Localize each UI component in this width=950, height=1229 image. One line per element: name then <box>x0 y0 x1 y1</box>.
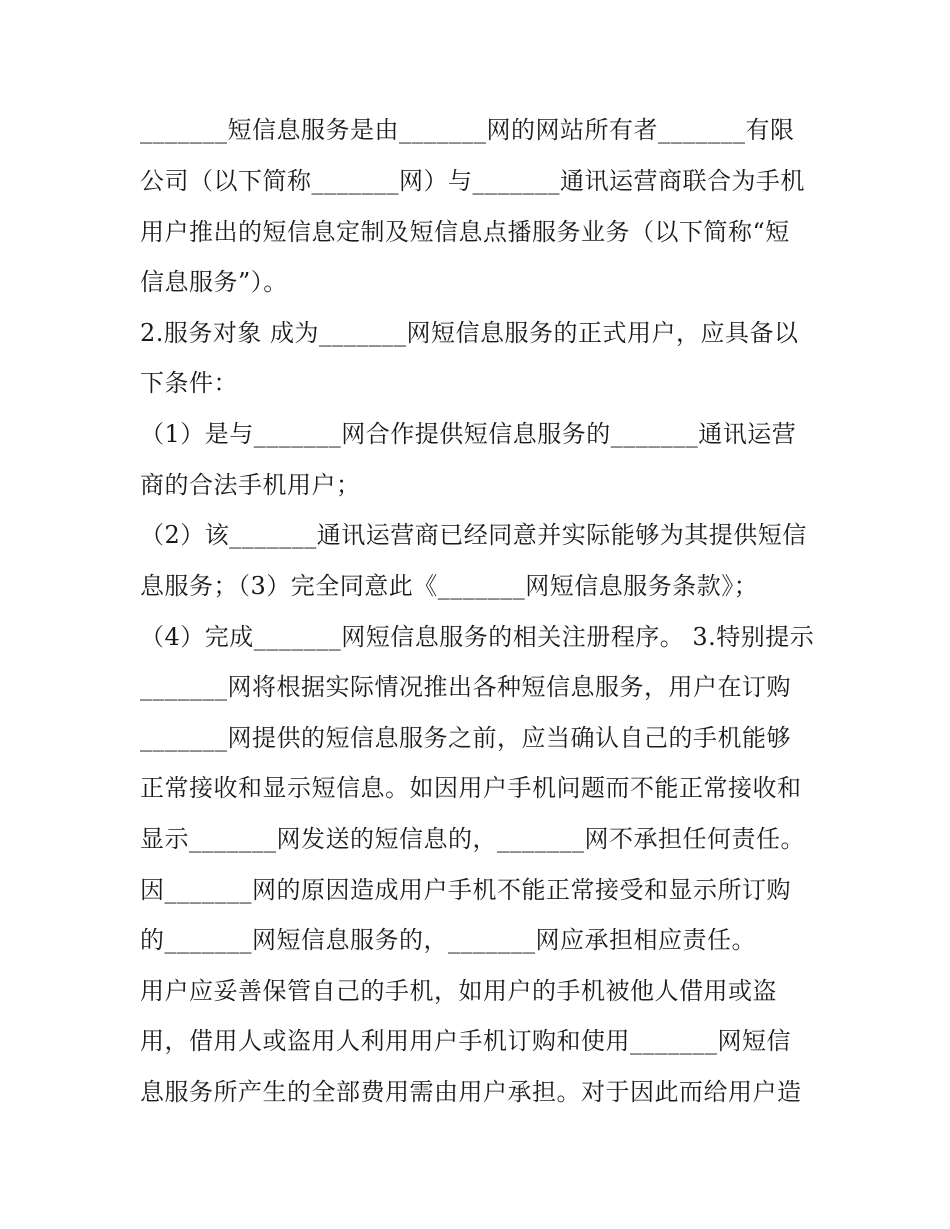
text-line-9: （2）该_______通讯运营商已经同意并实际能够为其提供短信 <box>140 521 807 549</box>
text-line-17: 的_______网短信息服务的，_______网应承担相应责任。 <box>140 926 756 954</box>
text-line-12: _______网将根据实际情况推出各种短信息服务，用户在订购 <box>140 673 791 701</box>
text-line-15: 显示_______网发送的短信息的，_______网不承担任何责任。 <box>140 825 805 853</box>
text-line-1: _______短信息服务是由_______网的网站所有者_______有限 <box>140 116 795 144</box>
text-line-2: 公司（以下简称_______网）与_______通讯运营商联合为手机 <box>140 167 805 195</box>
text-line-19: 用，借用人或盗用人利用用户手机订购和使用_______网短信 <box>140 1027 791 1055</box>
text-line-4: 信息服务”）。 <box>140 268 288 296</box>
text-line-7: （1）是与_______网合作提供短信息服务的_______通讯运营 <box>140 420 797 448</box>
text-line-10: 息服务；（3）完全同意此《_______网短信息服务条款》； <box>140 572 759 600</box>
text-line-11: （4）完成_______网短信息服务的相关注册程序。 3.特别提示 <box>140 623 815 651</box>
text-line-6: 下条件： <box>140 369 238 397</box>
text-line-16: 因_______网的原因造成用户手机不能正常接受和显示所订购 <box>140 876 791 904</box>
text-line-20: 息服务所产生的全部费用需由用户承担。对于因此而给用户造 <box>140 1078 802 1106</box>
text-line-14: 正常接收和显示短信息。如因用户手机问题而不能正常接收和 <box>140 774 802 802</box>
text-line-13: _______网提供的短信息服务之前，应当确认自己的手机能够 <box>140 724 791 752</box>
text-line-5: 2.服务对象 成为_______网短信息服务的正式用户，应具备以 <box>140 319 799 347</box>
text-line-3: 用户推出的短信息定制及短信息点播服务业务（以下简称“短 <box>140 218 790 246</box>
text-line-8: 商的合法手机用户； <box>140 471 361 499</box>
text-line-18: 用户应妥善保管自己的手机，如用户的手机被他人借用或盗 <box>140 977 777 1005</box>
